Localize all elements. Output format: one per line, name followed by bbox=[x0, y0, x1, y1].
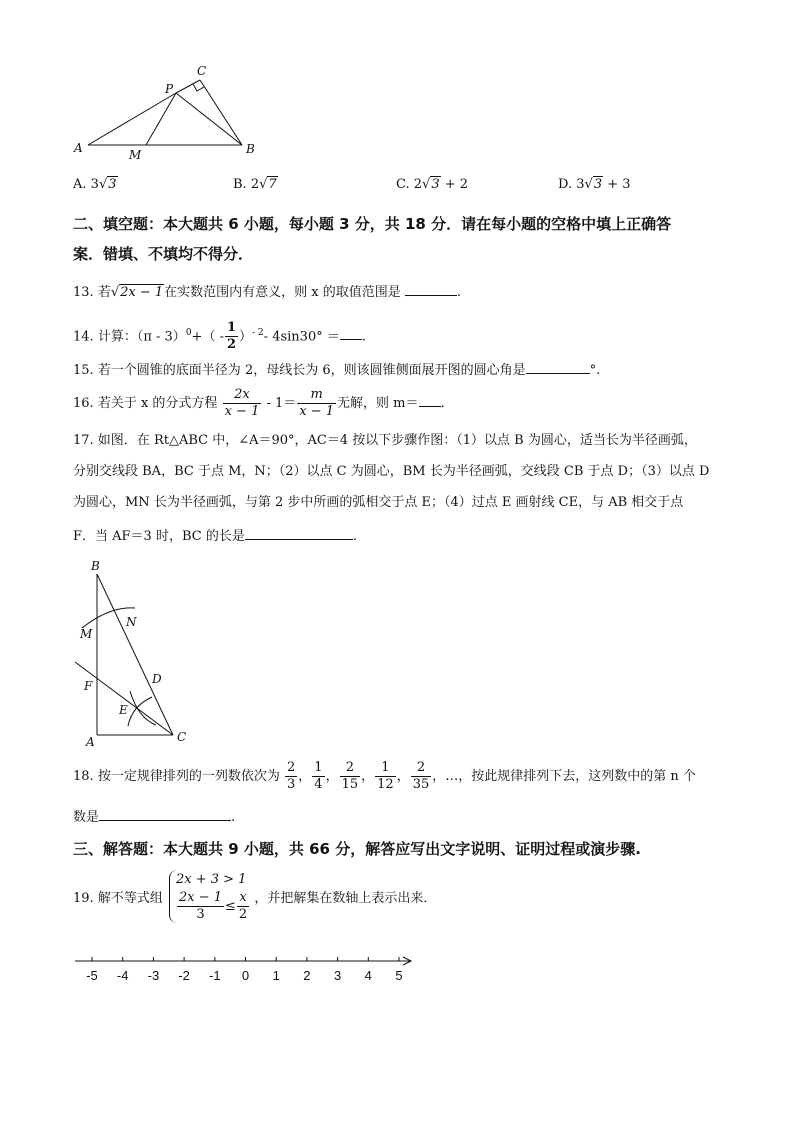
segment-pb bbox=[176, 93, 242, 145]
frac-num: 2 bbox=[411, 760, 432, 777]
sqrt-icon: √ bbox=[259, 177, 268, 192]
frac-den: x − 1 bbox=[299, 404, 335, 419]
question-17-line4 bbox=[73, 525, 357, 546]
tick-label: 3 bbox=[333, 968, 342, 983]
right-angle-mark bbox=[193, 84, 204, 91]
frac-num: x bbox=[237, 890, 249, 907]
label-f: F bbox=[84, 679, 93, 693]
label-b: B bbox=[246, 142, 255, 156]
question-text: 数是 bbox=[73, 810, 100, 825]
option-radicand: 7 bbox=[268, 177, 277, 192]
operator: ≤ bbox=[225, 899, 236, 914]
tick-label: -4 bbox=[116, 968, 129, 983]
question-text: 15. 若一个圆锥的底面半径为 2，母线长为 6，则该圆锥侧面展开图的圆心角是 bbox=[73, 363, 526, 378]
question-18-line1: 18. 按一定规律排列的一列数依次为 $\frac{2}{3}$ ， $\frac{1}{4}$ ， $\frac{2}{15}$ ， $\frac{1}{12}$ ， $\frac{2}{35}$ ，…，按此规律排列下去，这列数中的第 n 个 bbox=[73, 760, 696, 792]
fraction-m-over-x-minus-1 bbox=[297, 387, 336, 420]
option-c[interactable] bbox=[396, 177, 468, 192]
punct: . bbox=[361, 329, 366, 345]
label-b: B bbox=[91, 559, 100, 573]
sqrt-icon: √ bbox=[110, 285, 120, 300]
question-text: 若 bbox=[97, 285, 111, 300]
inequality-system bbox=[169, 870, 250, 923]
exponent: 0 bbox=[185, 328, 192, 338]
tick-label: -5 bbox=[86, 968, 98, 983]
option-radicand: 3 bbox=[593, 177, 603, 192]
question-text: F．当 AF＝3 时，BC 的长是 bbox=[73, 529, 245, 544]
label-e: E bbox=[119, 703, 128, 717]
tick-label: 4 bbox=[364, 968, 372, 983]
punct: . bbox=[231, 810, 236, 825]
option-key: C. bbox=[396, 177, 410, 192]
question-text: 在实数范围内有意义，则 x 的取值范围是 bbox=[164, 285, 401, 300]
label-d: D bbox=[152, 672, 162, 686]
question-15 bbox=[73, 359, 600, 380]
fraction-2x-over-x-minus-1 bbox=[223, 387, 262, 420]
question-number: 14. bbox=[73, 329, 94, 345]
radicand: 2x − 1 bbox=[120, 285, 164, 300]
option-key: A. bbox=[73, 177, 87, 192]
question-19 bbox=[73, 870, 436, 923]
question-text: - 4sin30° ＝ bbox=[263, 329, 340, 345]
tick-label: -2 bbox=[178, 968, 190, 983]
tick-label: -1 bbox=[209, 968, 221, 983]
tick-label: 0 bbox=[241, 968, 250, 983]
question-text: ，并把解集在数轴上表示出来． bbox=[254, 891, 437, 906]
frac-num: 1 bbox=[226, 320, 237, 336]
question-number: 16. bbox=[73, 396, 94, 411]
option-coef: 2 bbox=[413, 177, 423, 192]
frac-num: 2x − 1 bbox=[178, 890, 223, 905]
sqrt-icon: √ bbox=[98, 177, 108, 192]
option-coef: 3 bbox=[90, 177, 99, 192]
option-a[interactable] bbox=[73, 177, 118, 192]
tick-label: 1 bbox=[272, 968, 280, 983]
question-13 bbox=[73, 281, 461, 302]
figure-q17-triangle bbox=[70, 556, 200, 751]
answer-blank[interactable] bbox=[405, 281, 457, 296]
sqrt-icon: √ bbox=[584, 177, 593, 192]
answer-blank[interactable] bbox=[526, 359, 590, 374]
question-16 bbox=[73, 386, 445, 422]
question-17-line1: 17. 如图．在 Rt△ABC 中，∠A＝90°，AC＝4 按以下步骤作图：（1）以点 B 为圆心，适当长为半径画弧， bbox=[73, 433, 697, 448]
question-14 bbox=[73, 318, 366, 353]
question-text: ） bbox=[239, 329, 253, 345]
question-text: 若关于 x 的分式方程 bbox=[97, 396, 218, 411]
question-number: 18. bbox=[73, 769, 94, 784]
frac-den: 15 bbox=[341, 777, 359, 792]
frac-den: x − 1 bbox=[224, 404, 260, 419]
frac-den: 12 bbox=[377, 777, 394, 792]
option-radicand: 3 bbox=[431, 177, 440, 192]
question-text: 计算：（π - 3） bbox=[97, 329, 186, 345]
option-tail: + 2 bbox=[444, 177, 469, 192]
inequality-2 bbox=[176, 890, 250, 923]
section-2-heading-line2: 案．错填、不填均不得分． bbox=[73, 245, 254, 263]
question-number: 13. bbox=[73, 285, 94, 300]
segment-pm bbox=[146, 93, 176, 145]
number-line bbox=[70, 953, 420, 988]
question-text: 无解，则 m＝ bbox=[337, 396, 419, 411]
fraction bbox=[177, 890, 224, 923]
section-2-heading-line1: 二、填空题：本大题共 6 小题，每小题 3 分，共 18 分．请在每小题的空格中填上正确答 bbox=[73, 215, 672, 233]
frac-num: 2x bbox=[223, 387, 262, 404]
exponent: - 2 bbox=[252, 328, 264, 338]
punct: . bbox=[352, 529, 357, 544]
fraction-one-half bbox=[225, 320, 238, 353]
question-text: +（ - bbox=[191, 329, 224, 345]
question-text: ，…，按此规律排列下去，这列数中的第 n 个 bbox=[432, 769, 696, 784]
label-c: C bbox=[177, 730, 187, 744]
question-18-line2 bbox=[73, 806, 235, 827]
option-radicand: 3 bbox=[108, 177, 117, 192]
tick-label: 2 bbox=[303, 968, 311, 983]
fraction bbox=[237, 890, 249, 923]
frac-num: 1 bbox=[314, 760, 323, 775]
sqrt-icon: √ bbox=[422, 177, 431, 192]
punct: . bbox=[440, 396, 445, 411]
label-c: C bbox=[197, 64, 207, 78]
frac-den: 4 bbox=[314, 777, 323, 792]
frac-den: 3 bbox=[286, 777, 296, 792]
label-m: M bbox=[129, 148, 142, 162]
question-text: - 1＝ bbox=[266, 396, 297, 411]
section-3-heading: 三、解答题：本大题共 9 小题，共 66 分，解答应写出文字说明、证明过程或演步骤. bbox=[73, 840, 641, 858]
frac-num: 2 bbox=[340, 760, 361, 777]
label-p: P bbox=[165, 82, 174, 96]
label-a: A bbox=[74, 141, 83, 155]
fraction bbox=[340, 760, 361, 793]
label-a: A bbox=[86, 735, 95, 749]
fraction bbox=[285, 760, 297, 793]
answer-blank[interactable] bbox=[245, 525, 353, 540]
question-text: 解不等式组 bbox=[97, 891, 163, 906]
frac-num: 2 bbox=[286, 760, 296, 775]
figure-q12-triangle bbox=[70, 60, 270, 165]
question-17-line3: 为圆心，MN 长为半径画弧，与第 2 步中所画的弧相交于点 E；（4）过点 E 画射线 CE，与 AB 相交于点 bbox=[73, 495, 684, 510]
frac-den: 35 bbox=[412, 777, 430, 792]
frac-den: 3 bbox=[196, 907, 205, 922]
option-coef: 3 bbox=[576, 177, 585, 192]
segment-pc bbox=[176, 80, 200, 93]
answer-blank[interactable] bbox=[340, 325, 362, 340]
option-tail: + 3 bbox=[607, 177, 631, 192]
option-key: D. bbox=[558, 177, 573, 192]
fraction bbox=[411, 760, 432, 793]
option-d[interactable] bbox=[558, 177, 631, 192]
question-text: 按一定规律排列的一列数依次为 bbox=[97, 769, 280, 784]
tick-label: -3 bbox=[147, 968, 160, 983]
option-coef: 2 bbox=[250, 177, 260, 192]
punct: . bbox=[456, 285, 462, 300]
frac-den: 2 bbox=[226, 337, 237, 353]
fraction bbox=[375, 760, 396, 793]
punct: °. bbox=[589, 363, 601, 378]
fraction bbox=[312, 760, 324, 793]
frac-num: 1 bbox=[375, 760, 396, 777]
answer-blank[interactable] bbox=[99, 806, 231, 821]
question-17-line2: 分别交线段 BA，BC 于点 M，N；（2）以点 C 为圆心，BM 长为半径画弧，交线段 CB 于点 D；（3）以点 D bbox=[73, 464, 710, 479]
question-number: 19. bbox=[73, 891, 94, 906]
label-n: N bbox=[126, 615, 137, 629]
segment-ap bbox=[88, 93, 176, 145]
frac-num: m bbox=[297, 387, 336, 404]
tick-label: 5 bbox=[395, 968, 403, 983]
frac-den: 2 bbox=[238, 907, 248, 922]
answer-blank[interactable] bbox=[419, 392, 441, 407]
option-key: B. bbox=[233, 177, 247, 192]
label-m: M bbox=[80, 627, 93, 641]
option-b[interactable] bbox=[233, 177, 278, 192]
segment-cb bbox=[200, 80, 242, 145]
inequality-1: 2x + 3 > 1 bbox=[175, 872, 247, 887]
